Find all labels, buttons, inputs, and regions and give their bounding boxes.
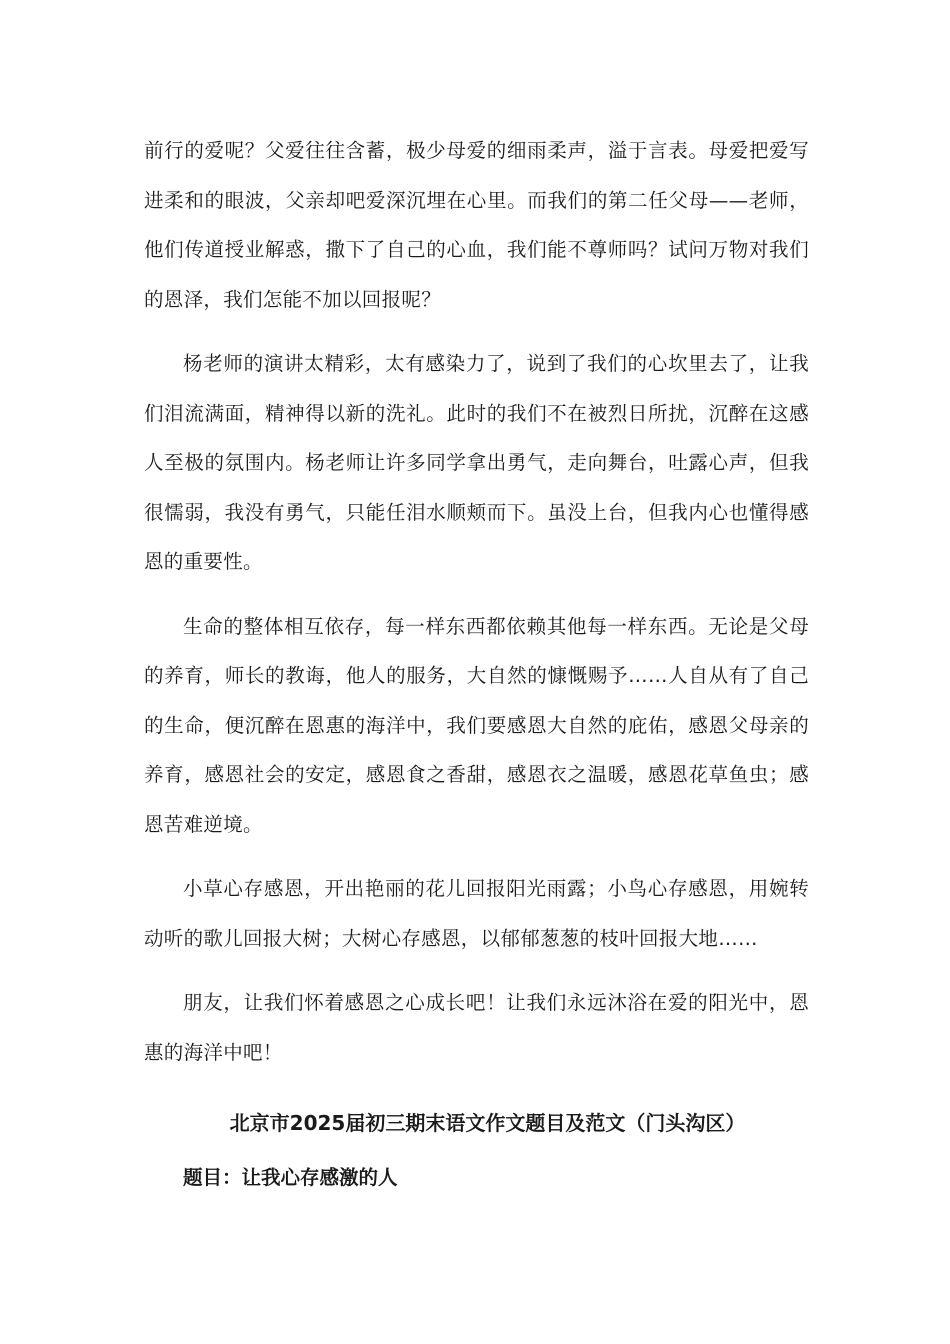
paragraph-life: 生命的整体相互依存，每一样东西都依赖其他每一样东西。无论是父母的养育，师长的教诲，他人的服务，大自然的慷慨赐予……人自从有了自己的生命，便沉醉在恩惠的海洋中，我们要感恩大自然的庇佑，感恩父母亲的养育，感恩社会的安定，感恩食之香甜，感恩衣之温暖，感恩花草鱼虫；感恩苦难逆境。 (144, 614, 809, 836)
paragraph-closing: 朋友，让我们怀着感恩之心成长吧！让我们永远沐浴在爱的阳光中，恩惠的海洋中吧！ (144, 991, 809, 1064)
paragraph-nature: 小草心存感恩，开出艳丽的花儿回报阳光雨露；小鸟心存感恩，用婉转动听的歌儿回报大树；大树心存感恩，以郁郁葱葱的枝叶回报大地…… (144, 877, 809, 950)
document-body (144, 126, 809, 1198)
section-title: 北京市2025届初三期末语文作文题目及范文（门头沟区） (229, 1111, 746, 1135)
paragraph-continued: 前行的爱呢？父爱往往含蓄，极少母爱的细雨柔声，溢于言表。母爱把爱写进柔和的眼波，父亲却吧爱深沉埋在心里。而我们的第二任父母——老师，他们传道授业解惑，撒下了自己的心血，我们能不尊师吗？试问万物对我们的恩泽，我们怎能不加以回报呢？ (144, 139, 809, 311)
essay-topic: 题目：让我心存感激的人 (183, 1166, 398, 1189)
paragraph-speech: 杨老师的演讲太精彩，太有感染力了，说到了我们的心坎里去了，让我们泪流满面，精神得以新的洗礼。此时的我们不在被烈日所扰，沉醉在这感人至极的氛围内。杨老师让许多同学拿出勇气，走向舞台，吐露心声，但我很懦弱，我没有勇气，只能任泪水顺颊而下。虽没上台，但我内心也懂得感恩的重要性。 (144, 352, 809, 573)
